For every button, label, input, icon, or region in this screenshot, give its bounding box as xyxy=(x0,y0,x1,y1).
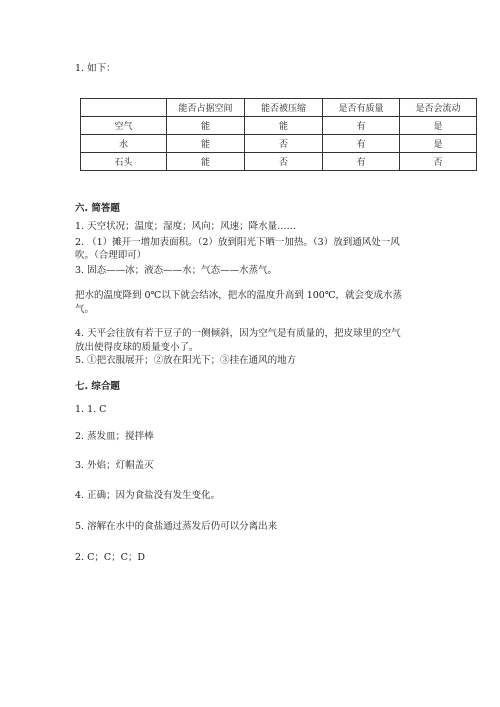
table-cell: 石头 xyxy=(81,153,167,171)
table-cell: 有 xyxy=(323,135,400,153)
table-cell: 能 xyxy=(167,153,245,171)
table-header-cell xyxy=(81,99,167,117)
intro-line: 1. 如下： xyxy=(75,63,116,74)
answer-line: 1. 1. C xyxy=(75,404,107,415)
answer-line: 2. C；C；C；D xyxy=(75,552,146,563)
table-header-row xyxy=(81,99,477,117)
table-cell: 是 xyxy=(400,117,477,135)
answer-line: 4. 正确；因为食盐没有发生变化。 xyxy=(75,490,221,501)
table-cell: 是 xyxy=(400,135,477,153)
table-cell: 有 xyxy=(323,153,400,171)
table-header-cell: 是否有质量 xyxy=(323,99,400,117)
table-header-cell: 能否占据空间 xyxy=(167,99,245,117)
answer-line: 气。 xyxy=(75,304,95,315)
table-cell: 否 xyxy=(245,135,323,153)
answer-line: 把水的温度降到 0℃以下就会结冰，把水的温度升高到 100℃，就会变成水蒸 xyxy=(75,290,402,301)
table-cell: 能 xyxy=(245,117,323,135)
table-row xyxy=(81,135,477,153)
answer-line: 放出使得皮球的质量变小了。 xyxy=(75,342,199,353)
table-cell: 有 xyxy=(323,117,400,135)
table-header-cell: 是否会流动 xyxy=(400,99,477,117)
answer-line: 1. 天空状况；温度；湿度；风向；风速；降水量…… xyxy=(75,221,297,232)
answer-line: 3. 固态——冰；液态——水；气态——水蒸气。 xyxy=(75,265,278,276)
table-row xyxy=(81,153,477,171)
section-6-title: 六. 简答题 xyxy=(75,203,120,214)
table-cell: 能 xyxy=(167,117,245,135)
answer-line: 4. 天平会往放有若干豆子的一侧倾斜，因为空气是有质量的，把皮球里的空气 xyxy=(75,328,401,339)
table-cell: 水 xyxy=(81,135,167,153)
answer-line: 3. 外焰；灯帽盖灭 xyxy=(75,460,154,471)
answer-line: 吹。（合理即可） xyxy=(75,250,147,261)
table-header-cell: 能否被压缩 xyxy=(245,99,323,117)
table-row xyxy=(81,117,477,135)
answer-line: 5. ①把衣服展开；②放在阳光下；③挂在通风的地方 xyxy=(75,355,297,366)
answer-line: 5. 溶解在水中的食盐通过蒸发后仍可以分离出来 xyxy=(75,521,278,532)
section-7-title: 七. 综合题 xyxy=(75,381,120,392)
properties-table xyxy=(80,98,477,171)
table-cell: 否 xyxy=(400,153,477,171)
answer-line: 2. 蒸发皿；搅拌棒 xyxy=(75,431,154,442)
table-cell: 能 xyxy=(167,135,245,153)
table-cell: 空气 xyxy=(81,117,167,135)
answer-line: 2. （1）摊开一增加表面积。（2）放到阳光下晒一加热。（3）放到通风处一风 xyxy=(75,237,400,248)
table-cell: 否 xyxy=(245,153,323,171)
